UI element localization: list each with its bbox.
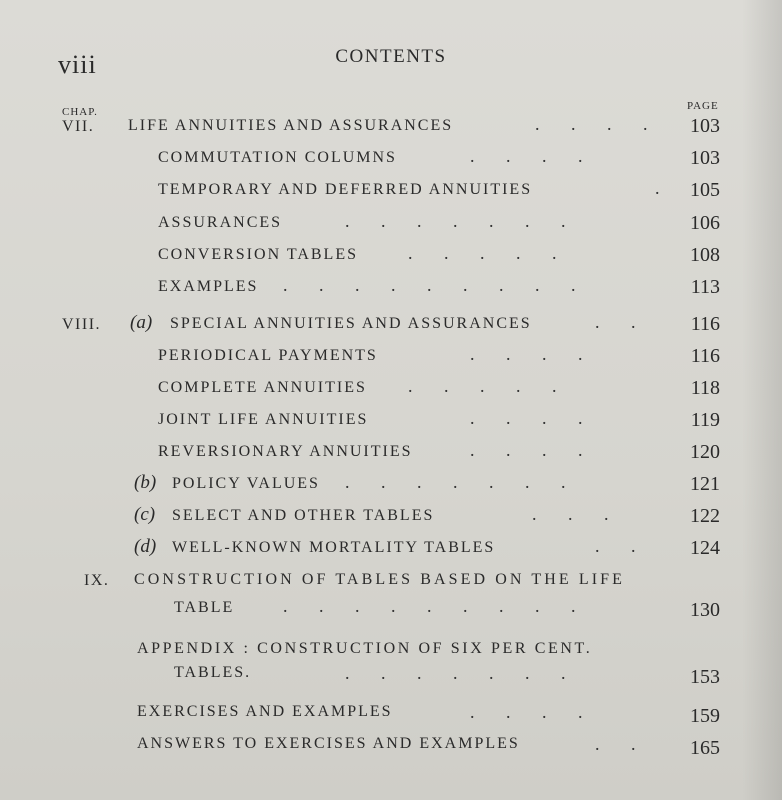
entry-page: 165 — [690, 737, 720, 759]
part-label: (c) — [134, 504, 156, 525]
leader-dots: . . . . — [535, 114, 648, 134]
part-label: (a) — [130, 312, 153, 333]
entry-page: 116 — [690, 313, 720, 335]
entry-title: TABLE — [174, 599, 235, 616]
leader-dots: . . — [595, 312, 636, 332]
leader-dots: . . . — [532, 504, 609, 524]
entry-title: SELECT AND OTHER TABLES — [172, 507, 435, 524]
leader-dots: . . . . . . . — [345, 211, 566, 231]
entry-page: 153 — [690, 666, 720, 688]
entry-title: TEMPORARY AND DEFERRED ANNUITIES — [158, 181, 533, 198]
leader-dots: . . . . — [470, 344, 583, 364]
leader-dots: . . . . — [470, 146, 583, 166]
toc-entry — [0, 596, 782, 626]
entry-title: ANSWERS TO EXERCISES AND EXAMPLES — [137, 735, 520, 752]
leader-dots: . . . . — [470, 440, 583, 460]
entry-page: 103 — [690, 115, 720, 137]
entry-title: CONVERSION TABLES — [158, 246, 358, 263]
toc-entry — [0, 275, 782, 305]
leader-dots: . . . . . . . — [345, 472, 566, 492]
entry-page: 113 — [690, 276, 720, 298]
entry-title: APPENDIX : CONSTRUCTION OF SIX PER CENT. — [137, 640, 593, 657]
leader-dots: . . . . — [470, 408, 583, 428]
page-number: viii — [58, 50, 97, 79]
entry-title: COMMUTATION COLUMNS — [158, 149, 397, 166]
leader-dots: . . — [595, 734, 636, 754]
chap-column-label: CHAP. — [62, 106, 98, 118]
toc-entry — [0, 312, 782, 342]
toc-entry — [0, 211, 782, 241]
toc-entry — [0, 243, 782, 273]
chapter-number: IX. — [84, 572, 110, 589]
toc-entry — [0, 408, 782, 438]
page-column-label: PAGE — [687, 100, 719, 112]
entry-title: ASSURANCES — [158, 214, 283, 231]
toc-entry — [0, 472, 782, 502]
entry-page: 116 — [690, 345, 720, 367]
entry-page: 159 — [690, 705, 720, 727]
entry-title: JOINT LIFE ANNUITIES — [158, 411, 369, 428]
entry-title: WELL-KNOWN MORTALITY TABLES — [172, 539, 496, 556]
toc-entry — [0, 178, 782, 208]
entry-page: 122 — [690, 505, 720, 527]
leader-dots: . . . . . . . . . — [283, 275, 576, 295]
entry-title: REVERSIONARY ANNUITIES — [158, 443, 413, 460]
leader-dots: . . . . . — [408, 376, 557, 396]
leader-dots: . . . . . . . — [345, 663, 566, 683]
leader-dots: . . . . . . . . . — [283, 596, 576, 616]
toc-entry — [0, 440, 782, 470]
toc-entry — [0, 732, 782, 762]
entry-page: 120 — [690, 441, 720, 463]
entry-title: EXAMPLES — [158, 278, 259, 295]
entry-page: 118 — [690, 377, 720, 399]
entry-page: 121 — [690, 473, 720, 495]
entry-page: 108 — [690, 244, 720, 266]
toc-entry — [0, 536, 782, 566]
entry-page: 119 — [690, 409, 720, 431]
leader-dots: . — [655, 178, 660, 198]
toc-entry — [0, 146, 782, 176]
entry-title: PERIODICAL PAYMENTS — [158, 347, 378, 364]
toc-entry — [0, 114, 782, 144]
entry-page: 105 — [690, 179, 720, 201]
chapter-number: VIII. — [62, 316, 102, 333]
leader-dots: . . . . . — [408, 243, 557, 263]
entry-title: LIFE ANNUITIES AND ASSURANCES — [128, 117, 454, 134]
toc-entry — [0, 700, 782, 730]
running-title: CONTENTS — [335, 46, 447, 67]
entry-title: CONSTRUCTION OF TABLES BASED ON THE LIFE — [134, 571, 626, 588]
entry-title: POLICY VALUES — [172, 475, 320, 492]
chapter-number: VII. — [62, 118, 95, 135]
toc-entry — [0, 661, 782, 691]
entry-page: 124 — [690, 537, 720, 559]
entry-title: TABLES. — [174, 664, 252, 681]
entry-title: EXERCISES AND EXAMPLES — [137, 703, 393, 720]
leader-dots: . . — [595, 536, 636, 556]
entry-page: 106 — [690, 212, 720, 234]
entry-page: 130 — [690, 599, 720, 621]
part-label: (b) — [134, 472, 157, 493]
leader-dots: . . . . — [470, 702, 583, 722]
toc-entry — [0, 504, 782, 534]
toc-entry — [0, 568, 782, 598]
entry-title: SPECIAL ANNUITIES AND ASSURANCES — [170, 315, 532, 332]
toc-entry — [0, 344, 782, 374]
part-label: (d) — [134, 536, 157, 557]
toc-entry — [0, 376, 782, 406]
entry-title: COMPLETE ANNUITIES — [158, 379, 367, 396]
entry-page: 103 — [690, 147, 720, 169]
